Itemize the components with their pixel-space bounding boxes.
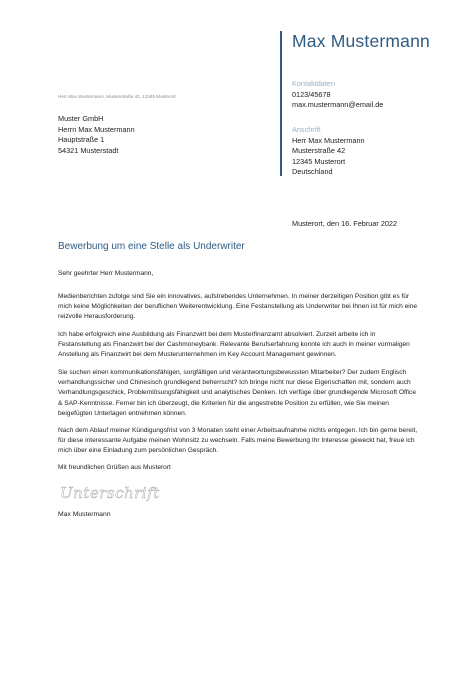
- recipient-address: [58, 114, 135, 156]
- recipient-line-3: Hauptstraße 1: [58, 135, 105, 145]
- address-details: [292, 125, 365, 178]
- sender-return-line: Herr Max Mustermann, Musterstraße 42, 12345 Musterort: [58, 94, 176, 99]
- recipient-line-1: Muster GmbH: [58, 114, 104, 123]
- letter-date: Musterort, den 16. Februar 2022: [292, 219, 398, 228]
- body-paragraph: Medienberichten zufolge sind Sie ein innovatives, aufstrebendes Unternehmen. In meiner derzeitigen Position gibt es für mich keine Möglichkeiten der beruflichen Weiterentwicklung. Eine Festanstellung als Underwriter bei Ihnen ist für mich eine reizvolle Herausforderung.: [58, 293, 418, 321]
- recipient-line-2: Herrn Max Mustermann: [58, 124, 135, 134]
- body-paragraph: Nach dem Ablauf meiner Kündigungsfrist von 3 Monaten steht einer Arbeitsaufnahme nichts entgegen. Ich bin gerne bereit, für diese interessante Aufgabe meinen Wohnsitz zu wechseln. Falls meine Bewerbung Ihr Interesse geweckt hat, freue ich mich über eine Einladung zum persönlichen Gespräch.: [58, 427, 418, 455]
- contact-heading: Kontaktdaten: [292, 79, 336, 88]
- letterhead-name: Max Mustermann: [292, 31, 430, 51]
- letter-subject: Bewerbung um eine Stelle als Underwriter: [58, 241, 245, 252]
- salutation: Sehr geehrter Herr Mustermann,: [58, 270, 154, 277]
- address-line-3: 12345 Musterort: [292, 156, 346, 166]
- signature: Unterschrift: [60, 484, 160, 502]
- recipient-line-4: 54321 Musterstadt: [58, 145, 119, 155]
- signer-name: Max Mustermann: [58, 511, 111, 518]
- body-paragraph: Ich habe erfolgreich eine Ausbildung als Finanzwirt bei dem Musterfinanzamt absolviert. Zurzeit arbeite ich in Festanstellung als Finanzwirt bei der Cashmoneybank. Relevante Berufserfahrung konnte ich auch in meiner vormaligen Anstellung als Finanzwirt bei dem Musterunternehmen im Key Account Management gewinnen.: [58, 331, 410, 359]
- address-line-1: Herr Max Mustermann: [292, 135, 365, 145]
- address-heading: Anschrift: [292, 125, 321, 134]
- address-line-4: Deutschland: [292, 167, 333, 177]
- letterhead-accent-line: [280, 31, 282, 176]
- contact-details: [292, 79, 383, 111]
- body-paragraph: Sie suchen einen kommunikationsfähigen, sorgfältigen und verantwortungsbewussten Mitarbeiter? Der zudem Englisch verhandlungssicher und Chinesisch grundlegend beherrscht? Ich bringe nicht nur diese Eigenschaften mit, sondern auch Verhandlungsgeschick, Problemlösungsfähigkeit und analytisches Denken. Ich verfüge über grundlegende Microsoft Office & SAP-Kenntnisse. Ferner bin ich überzeugt, die Kriterien für die angestrebte Position zu erfüllen, wie Sie meinen beigefügten Unterlagen entnehmen können.: [58, 369, 416, 417]
- closing-line: Mit freundlichen Grüßen aus Musterort: [58, 464, 171, 471]
- address-line-2: Musterstraße 42: [292, 146, 346, 156]
- contact-email: max.mustermann@email.de: [292, 100, 384, 110]
- contact-phone: 0123/45678: [292, 89, 331, 99]
